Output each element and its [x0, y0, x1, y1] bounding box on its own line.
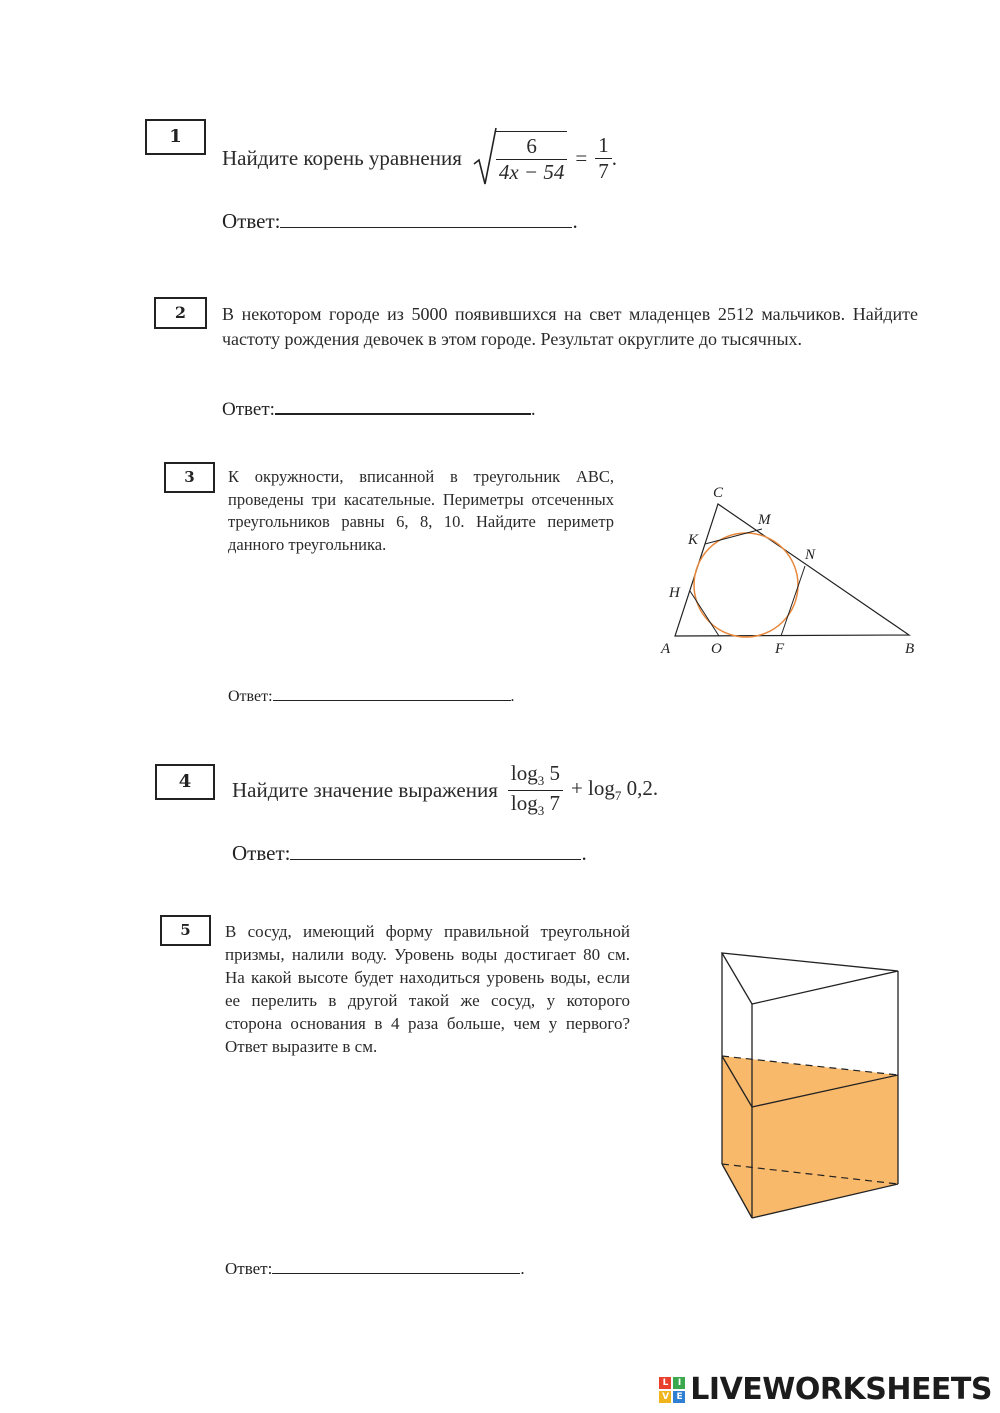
task-5-number: 5: [180, 921, 191, 939]
task-4-answer: [232, 837, 587, 866]
task-1-equation-end: .: [611, 145, 617, 170]
tangent-nf: [781, 566, 805, 636]
task-3-answer: [228, 683, 515, 706]
task-5-text: В сосуд, имеющий форму правильной треугольной призмы, налили воду. Уровень воды достигает 80 см. На какой высоте будет находиться уровень воды, если ее перелить в другой такой же сосуд, у которого сторона основания в 4 раза больше, чем у первого? Ответ выразите в см.: [225, 922, 630, 1056]
logo-cell-i: I: [673, 1377, 685, 1389]
log-plus-arg: 0,2.: [626, 775, 659, 800]
task-2-number: 2: [174, 303, 187, 322]
liveworksheets-logo: [659, 1372, 992, 1407]
task-4-text: Найдите значение выражения: [232, 777, 498, 802]
log-numerator: log: [510, 761, 538, 786]
liveworksheets-logo-icon: [659, 1377, 685, 1403]
task-3-answer-end: .: [510, 688, 515, 705]
task-5-answer-label: Ответ:: [225, 1259, 273, 1278]
task-2-answer: [222, 393, 536, 421]
task-2-text: В некотором городе из 5000 появившихся на свет младенцев 2512 мальчиков. Найдите частоту рождения девочек в этом городе. Результат округлите до тысячных.: [222, 304, 918, 349]
log-plus: + log: [570, 775, 615, 800]
task-1-rhs-numerator: 1: [598, 132, 609, 157]
task-3-text: К окружности, вписанной в треугольник ABC, проведены три касательные. Периметры отсеченных треугольников равны 6, 8, 10. Найдите периметр данного треугольника.: [228, 467, 614, 554]
task-5-prism-figure: [712, 944, 912, 1234]
task-4-answer-label: Ответ:: [232, 841, 291, 865]
task-4-expression: [508, 761, 658, 818]
task-5-answer-end: .: [520, 1259, 525, 1278]
task-4-number: 4: [178, 771, 192, 792]
task-2-answer-field[interactable]: [275, 393, 531, 415]
task-1-denominator: 4x − 54: [496, 159, 568, 185]
task-1-answer-end: .: [572, 209, 578, 233]
task-3-answer-field[interactable]: [273, 683, 511, 701]
label-c: C: [713, 485, 724, 501]
task-3-triangle-figure: [655, 476, 935, 666]
label-b: B: [905, 641, 915, 657]
log-denominator: log: [510, 790, 538, 815]
task-3-number: 3: [184, 468, 195, 486]
triangle-abc: [675, 504, 909, 636]
label-k: K: [688, 532, 699, 548]
label-h: H: [669, 585, 680, 601]
task-5-answer: [225, 1255, 525, 1279]
log-denominator-arg: 7: [549, 790, 560, 815]
task-4-answer-field[interactable]: [290, 837, 581, 860]
task-4-number-box: [155, 764, 215, 800]
label-a: A: [661, 641, 671, 657]
task-4-question: [232, 760, 658, 820]
logo-cell-v: V: [659, 1391, 671, 1403]
label-m: M: [758, 512, 771, 528]
sqrt-icon: [472, 126, 498, 190]
label-n: N: [805, 547, 816, 563]
log-denominator-base: 3: [537, 802, 545, 818]
task-1-answer-label: Ответ:: [222, 209, 281, 233]
task-1-rhs-denominator: 7: [595, 158, 612, 184]
task-1-numerator: 6: [526, 134, 537, 158]
logo-cell-e: E: [673, 1391, 685, 1403]
task-1-equals: =: [575, 145, 588, 170]
task-3-answer-label: Ответ:: [228, 688, 273, 705]
task-1-equation: [472, 126, 617, 190]
log-numerator-arg: 5: [549, 761, 560, 786]
tangent-km: [705, 529, 762, 544]
liveworksheets-logo-text: LIVEWORKSHEETS: [690, 1372, 992, 1407]
task-1-number-box: [145, 119, 206, 155]
label-o: O: [711, 641, 722, 657]
task-1-answer-field[interactable]: [280, 205, 572, 228]
task-1-text: Найдите корень уравнения: [222, 145, 462, 170]
task-2-answer-end: .: [530, 399, 536, 420]
task-1-answer: [222, 205, 578, 234]
label-f: F: [775, 641, 785, 657]
task-2-number-box: [154, 297, 207, 329]
task-3-number-box: [164, 462, 215, 493]
log-numerator-base: 3: [537, 773, 545, 789]
task-2-answer-label: Ответ:: [222, 399, 275, 420]
task-4-answer-end: .: [581, 841, 587, 865]
task-1-number: 1: [169, 126, 182, 147]
log-plus-base: 7: [614, 788, 622, 804]
task-5-number-box: [160, 915, 211, 946]
tangent-ho: [690, 591, 719, 636]
task-5-answer-field[interactable]: [272, 1255, 520, 1274]
task-1-question: [222, 126, 617, 190]
logo-cell-l: L: [659, 1377, 671, 1389]
prism-top: [722, 953, 898, 1004]
